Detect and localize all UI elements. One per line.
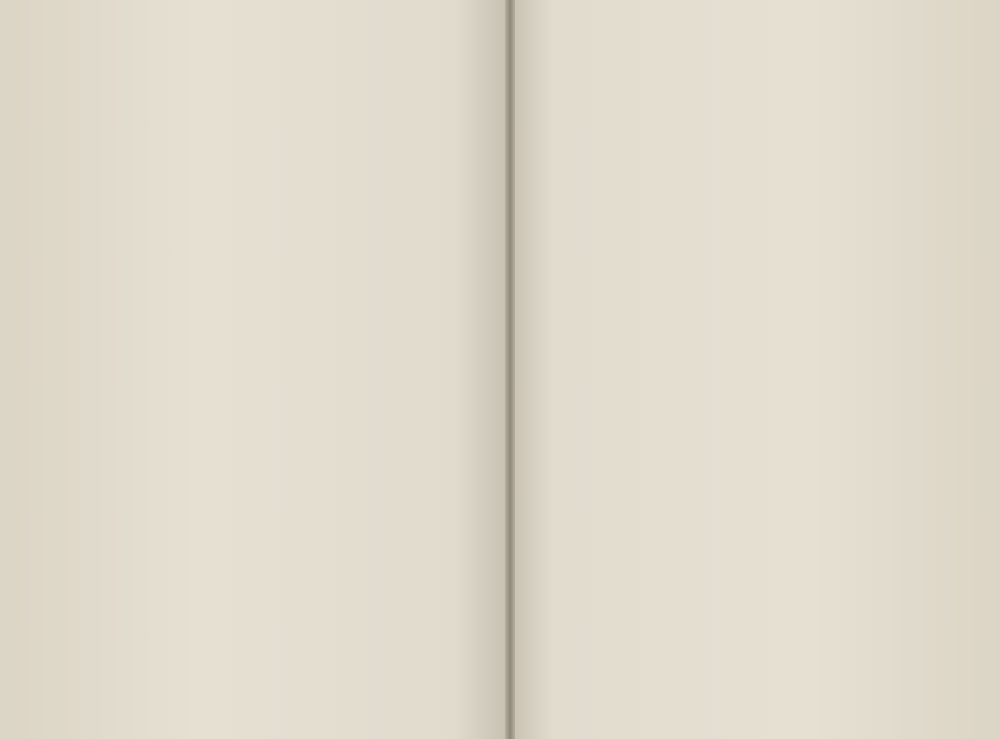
book-gutter <box>505 0 515 739</box>
right-page <box>515 0 1000 739</box>
